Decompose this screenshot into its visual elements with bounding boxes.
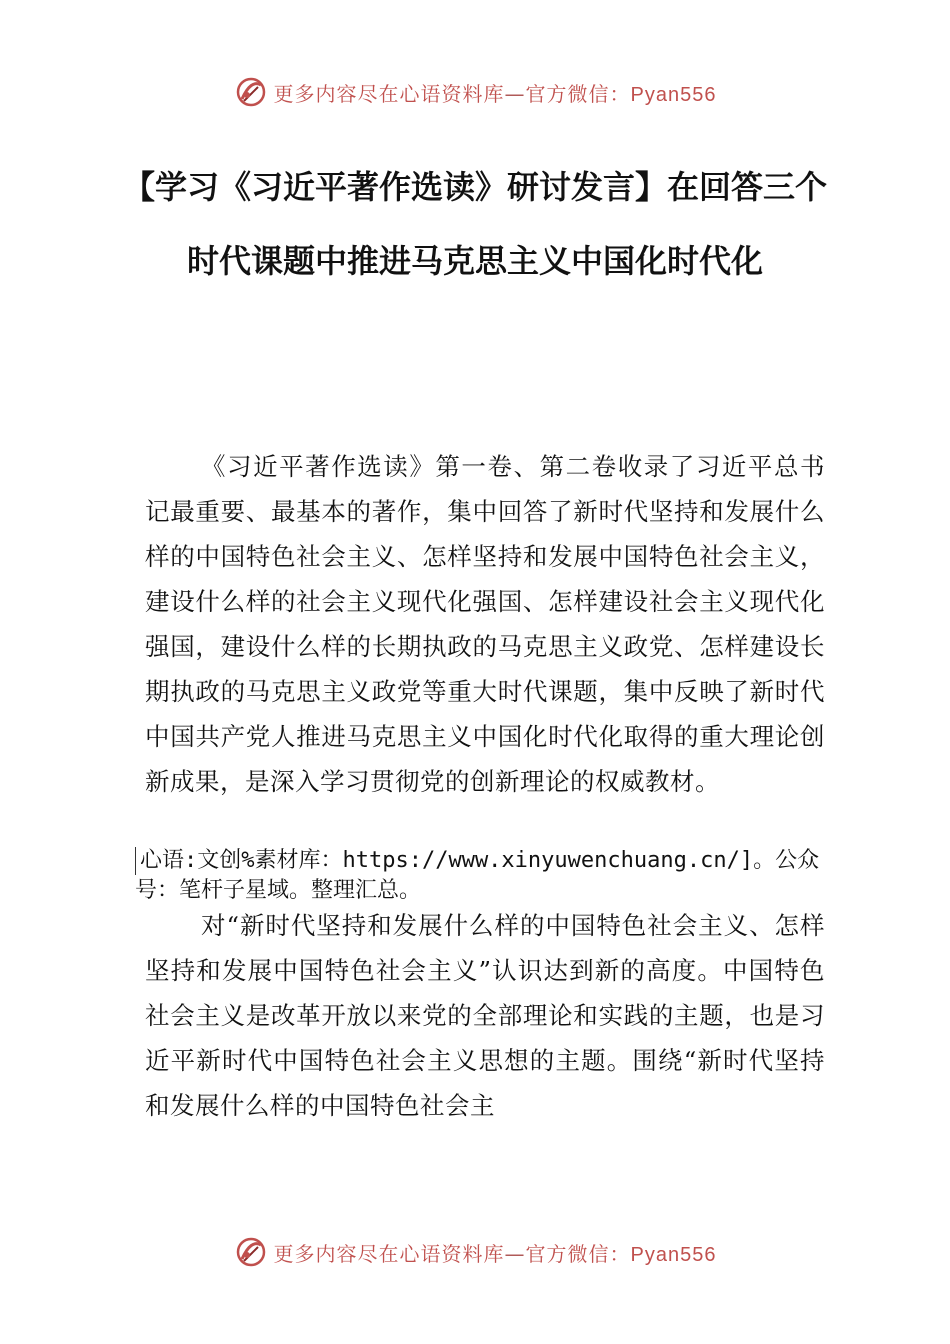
body-paragraph-1: 《习近平著作选读》第一卷、第二卷收录了习近平总书记最重要、最基本的著作，集中回答了新时代坚持和发展什么样的中国特色社会主义、怎样坚持和发展中国特色社会主义，建设什么样的社会主义现代化强国、怎样建设社会主义现代化强国，建设什么样的长期执政的马克思主义政党、怎样建设长期执政的马克思主义政党等重大时代课题，集中反映了新时代中国共产党人推进马克思主义中国化时代化取得的重大理论创新成果，是深入学习贯彻党的创新理论的权威教材。 xyxy=(145,452,825,796)
header-wechat-id: Pyan556 xyxy=(630,83,717,106)
document-title: 【学习《习近平著作选读》研讨发言】在回答三个时代课题中推进马克思主义中国化时代化 xyxy=(122,168,827,280)
footer-wechat-id: Pyan556 xyxy=(630,1243,717,1266)
brand-logo-icon xyxy=(234,75,268,109)
footer-banner xyxy=(0,1232,950,1272)
text-cursor-mark xyxy=(135,847,136,875)
header-banner-text: 更多内容尽在心语资料库—官方微信：Pyan556 xyxy=(273,81,717,106)
brand-logo-icon xyxy=(234,1235,268,1269)
source-note: 心语:文创%素材库：https://www.xinyuwenchuang.cn/]。公众号：笔杆子星域。整理汇总。 xyxy=(135,848,820,903)
footer-banner-text: 更多内容尽在心语资料库—官方微信：Pyan556 xyxy=(273,1241,717,1266)
header-banner xyxy=(0,72,950,112)
body-paragraph-2: 对“新时代坚持和发展什么样的中国特色社会主义、怎样坚持和发展中国特色社会主义”认识达到新的高度。中国特色社会主义是改革开放以来党的全部理论和实践的主题，也是习近平新时代中国特色社会主义思想的主题。围绕“新时代坚持和发展什么样的中国特色社会主 xyxy=(145,911,825,1120)
